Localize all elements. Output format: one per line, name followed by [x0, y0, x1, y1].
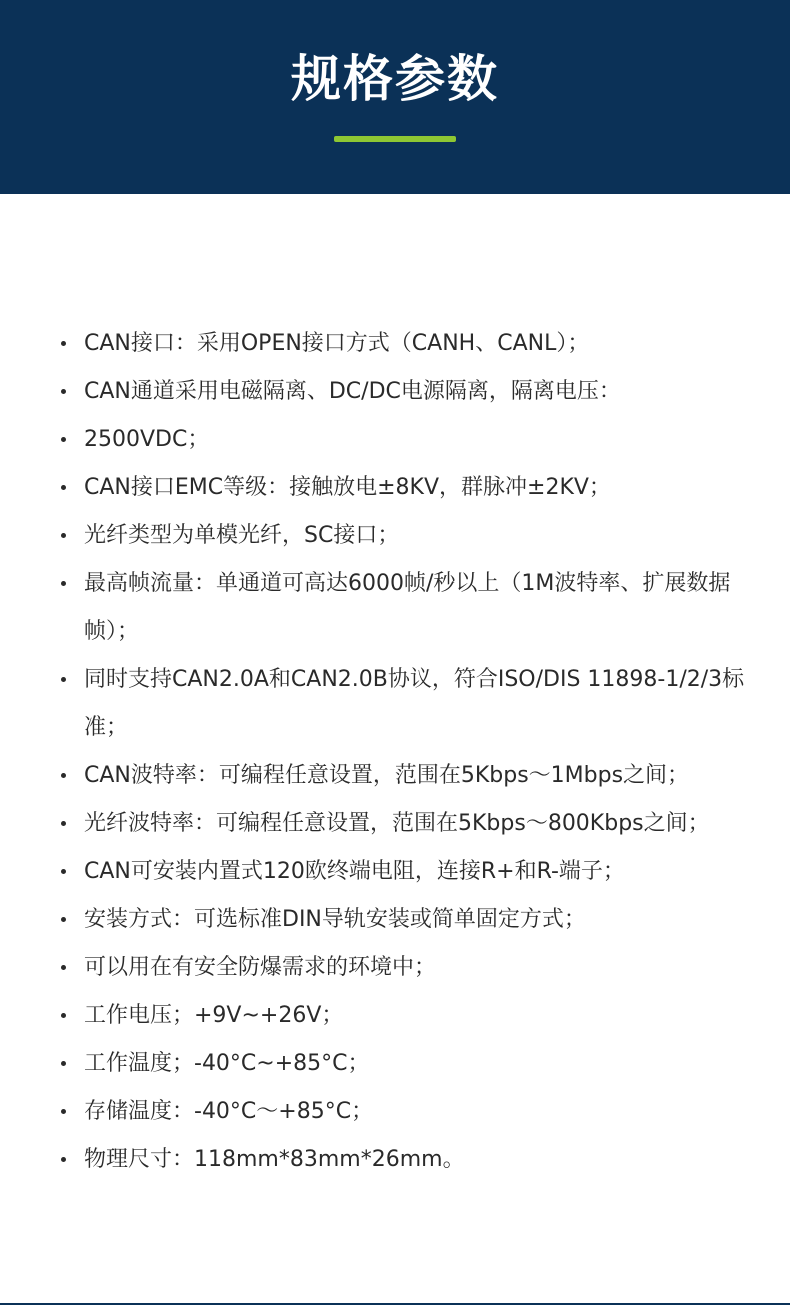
bullet-dot	[61, 533, 66, 538]
spec-text: 安装方式：可选标准DIN导轨安装或简单固定方式；	[84, 907, 586, 932]
bullet-dot	[61, 437, 66, 442]
spec-item-can-interface	[0, 320, 790, 368]
header-banner	[0, 0, 790, 194]
bullet-dot	[61, 821, 66, 826]
spec-item-emc-level	[0, 464, 790, 512]
spec-text: CAN可安装内置式120欧终端电阻，连接R+和R-端子；	[84, 859, 625, 884]
spec-text: CAN接口EMC等级：接触放电±8KV，群脉冲±2KV；	[84, 475, 611, 500]
page-title: 规格参数	[291, 50, 499, 108]
spec-item-working-voltage	[0, 992, 790, 1040]
spec-text: CAN波特率：可编程任意设置，范围在5Kbps～1Mbps之间；	[84, 763, 690, 788]
bullet-dot	[61, 485, 66, 490]
spec-item-protocol	[0, 656, 790, 752]
spec-text: 2500VDC；	[84, 427, 210, 452]
spec-list	[0, 320, 790, 1184]
spec-item-storage-temperature	[0, 1088, 790, 1136]
bullet-dot	[61, 677, 66, 682]
spec-text: 同时支持CAN2.0A和CAN2.0B协议，符合ISO/DIS 11898-1/2/3标准；	[84, 667, 745, 740]
spec-text: 可以用在有安全防爆需求的环境中；	[84, 955, 437, 980]
bullet-dot	[61, 341, 66, 346]
spec-item-terminal-resistor	[0, 848, 790, 896]
bullet-dot	[61, 965, 66, 970]
spec-item-isolation	[0, 368, 790, 416]
spec-item-isolation-voltage	[0, 416, 790, 464]
spec-text: 光纤类型为单模光纤，SC接口；	[84, 523, 400, 548]
spec-text: 存储温度：-40°C～+85°C；	[84, 1099, 374, 1124]
bullet-dot	[61, 1013, 66, 1018]
spec-item-working-temperature	[0, 1040, 790, 1088]
spec-item-explosion-proof	[0, 944, 790, 992]
spec-item-fiber-type	[0, 512, 790, 560]
spec-text: 光纤波特率：可编程任意设置，范围在5Kbps～800Kbps之间；	[84, 811, 710, 836]
bullet-dot	[61, 1157, 66, 1162]
spec-text: CAN接口：采用OPEN接口方式（CANH、CANL）；	[84, 331, 590, 356]
spec-text: 工作电压；+9V~+26V；	[84, 1003, 344, 1028]
spec-text: CAN通道采用电磁隔离、DC/DC电源隔离，隔离电压：	[84, 379, 621, 404]
spec-text: 最高帧流量：单通道可高达6000帧/秒以上（1M波特率、扩展数据帧）；	[84, 571, 731, 644]
spec-text: 工作温度；-40°C~+85°C；	[84, 1051, 370, 1076]
bullet-dot	[61, 1109, 66, 1114]
bullet-dot	[61, 869, 66, 874]
title-underline	[334, 136, 456, 142]
spec-item-fiber-baudrate	[0, 800, 790, 848]
spec-item-dimensions	[0, 1136, 790, 1184]
spec-item-frame-rate	[0, 560, 790, 656]
bullet-dot	[61, 389, 66, 394]
bullet-dot	[61, 581, 66, 586]
bullet-dot	[61, 773, 66, 778]
bullet-dot	[61, 917, 66, 922]
bullet-dot	[61, 1061, 66, 1066]
spec-item-can-baudrate	[0, 752, 790, 800]
spec-item-mounting	[0, 896, 790, 944]
spec-text: 物理尺寸：118mm*83mm*26mm。	[84, 1147, 465, 1172]
